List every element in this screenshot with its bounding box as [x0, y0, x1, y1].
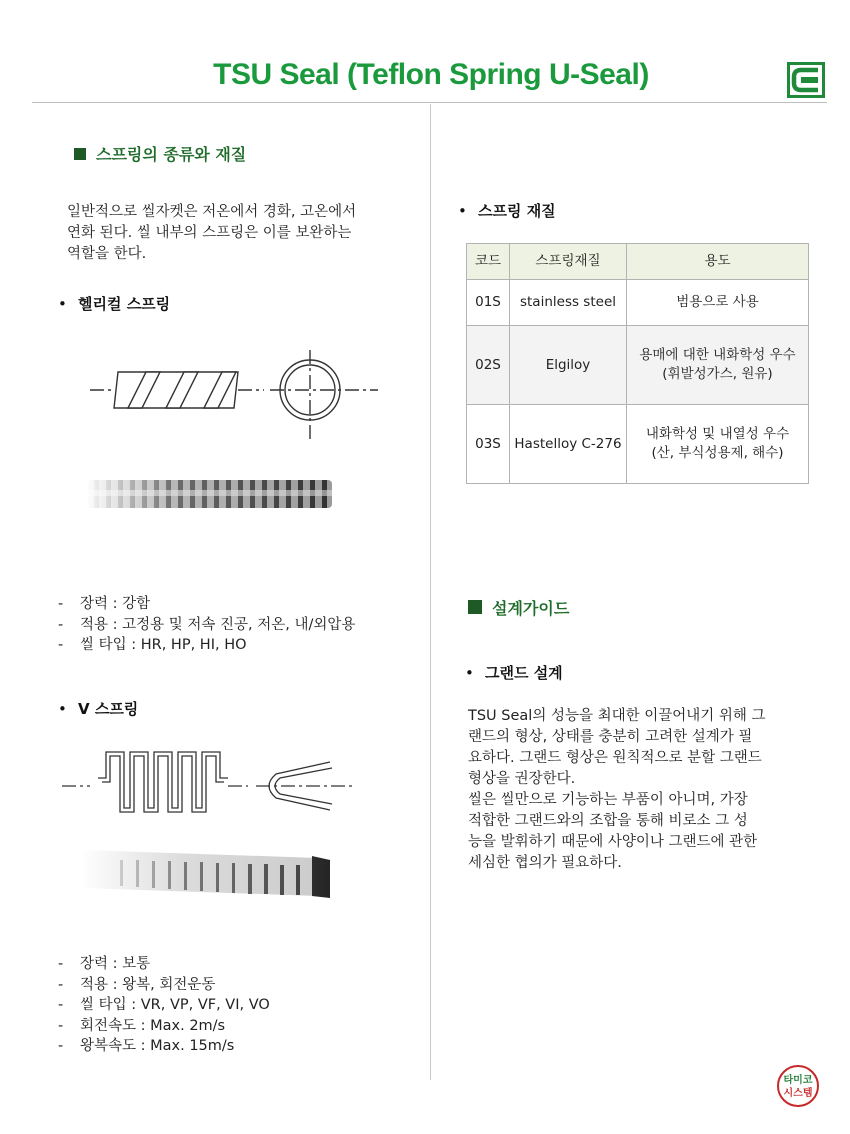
paragraph-line: 능을 발휘하기 때문에 사양이나 그랜드에 관한	[468, 834, 758, 850]
section-heading-design-guide	[468, 596, 569, 619]
use-cell: 내화학성 및 내열성 우수 (산, 부식성용제, 해수)	[627, 405, 809, 484]
bullet-dot-icon: •	[58, 700, 67, 718]
use-cell: 용매에 대한 내화학성 우수 (휘발성가스, 원유)	[627, 326, 809, 405]
helical-spring-heading	[58, 293, 170, 314]
v-spring-spec-list	[58, 954, 270, 1057]
helical-spring-diagram	[88, 346, 378, 450]
material-cell: Hastelloy C-276	[510, 405, 627, 484]
heading-text: 스프링 재질	[478, 202, 556, 220]
helical-spec-list	[58, 594, 355, 656]
material-cell: stainless steel	[510, 280, 627, 326]
code-cell: 01S	[467, 280, 510, 326]
section-square-icon	[74, 148, 86, 160]
paragraph-line: 적합한 그랜드와의 조합을 통해 비로소 그 성	[468, 813, 748, 829]
header-divider	[32, 102, 827, 103]
code-cell: 02S	[467, 326, 510, 405]
company-logo-icon	[787, 62, 825, 98]
material-cell: Elgiloy	[510, 326, 627, 405]
header-cell: 코드	[467, 244, 510, 280]
bullet-dot-icon: •	[458, 202, 467, 220]
list-item: - 적용 : 고정용 및 저속 진공, 저온, 내/외압용	[58, 616, 356, 633]
paragraph-line: 세심한 협의가 필요하다.	[468, 855, 622, 871]
list-item: - 장력 : 보통	[58, 956, 151, 972]
brand-stamp-logo	[776, 1064, 820, 1108]
bullet-dot-icon: •	[58, 295, 67, 313]
svg-text:시스템: 시스템	[783, 1088, 813, 1099]
spring-material-heading	[458, 200, 556, 221]
heading-text: 그랜드 설계	[485, 664, 563, 682]
v-spring-heading	[58, 698, 138, 719]
gland-design-heading	[465, 662, 563, 683]
helical-spring-photo	[84, 460, 336, 532]
section-heading-spring-types	[74, 142, 246, 165]
list-item: - 씰 타입 : VR, VP, VF, VI, VO	[58, 997, 270, 1013]
list-item: - 회전속도 : Max. 2m/s	[58, 1017, 226, 1034]
paragraph-line: 요하다. 그랜드 형상은 원칙적으로 분할 그랜드	[468, 750, 762, 766]
list-item: - 장력 : 강함	[58, 596, 151, 612]
column-divider	[430, 104, 431, 1080]
paragraph-line: 형상을 권장한다.	[468, 771, 576, 787]
section-title: 설계가이드	[492, 599, 570, 618]
list-item: - 왕복속도 : Max. 15m/s	[58, 1038, 235, 1054]
header-cell: 용도	[627, 244, 809, 280]
svg-text:타미코: 타미코	[783, 1075, 813, 1086]
use-cell: 범용으로 사용	[627, 280, 809, 326]
paragraph-line: TSU Seal의 성능을 최대한 이끌어내기 위해 그	[468, 708, 766, 724]
material-table	[466, 243, 809, 484]
v-spring-diagram	[62, 748, 352, 826]
list-item: - 적용 : 왕복, 회전운동	[58, 976, 216, 993]
section-title: 스프링의 종류와 재질	[96, 145, 247, 164]
table-header-row	[467, 244, 809, 280]
intro-line: 연화 된다. 씰 내부의 스프링은 이를 보완하는	[67, 225, 352, 241]
table-row	[467, 326, 809, 405]
paragraph-line: 랜드의 형상, 상태를 충분히 고려한 설계가 필	[468, 729, 753, 745]
table-row	[467, 280, 809, 326]
code-cell: 03S	[467, 405, 510, 484]
section-square-icon	[468, 600, 482, 614]
gland-design-paragraph	[468, 706, 800, 874]
intro-line: 역할을 한다.	[67, 246, 147, 262]
list-item: - 씰 타입 : HR, HP, HI, HO	[58, 637, 247, 653]
header-cell: 스프링재질	[510, 244, 627, 280]
heading-text: V 스프링	[78, 700, 139, 718]
heading-text: 헬리컬 스프링	[78, 295, 171, 313]
page-title: TSU Seal (Teflon Spring U-Seal)	[213, 58, 649, 91]
bullet-dot-icon: •	[465, 664, 474, 682]
intro-paragraph	[67, 202, 407, 265]
v-spring-photo	[80, 838, 340, 912]
table-row	[467, 405, 809, 484]
paragraph-line: 씰은 씰만으로 기능하는 부품이 아니며, 가장	[468, 792, 748, 808]
intro-line: 일반적으로 씰자켓은 저온에서 경화, 고온에서	[67, 204, 357, 220]
